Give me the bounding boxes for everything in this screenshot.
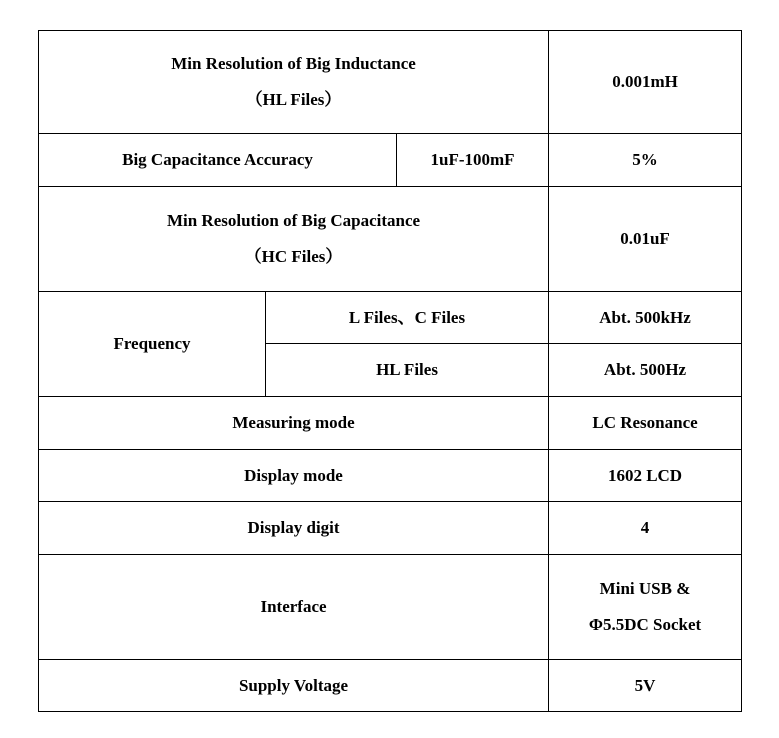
spec-label-line2: （HL Files） <box>245 90 342 109</box>
spec-range: 1uF-100mF <box>397 134 549 187</box>
table-row <box>39 187 742 292</box>
table-row <box>39 134 742 187</box>
table-row <box>39 502 742 555</box>
spec-value-line1: Mini USB & <box>599 579 691 598</box>
spec-value: 0.001mH <box>549 31 742 134</box>
spec-value: LC Resonance <box>549 397 742 450</box>
spec-label <box>39 187 549 292</box>
spec-label-line1: Min Resolution of Big Inductance <box>171 54 416 73</box>
spec-label-line1: Min Resolution of Big Capacitance <box>166 211 421 230</box>
table-row <box>39 450 742 502</box>
spec-label-line2: （HC Files） <box>244 247 343 266</box>
spec-label <box>39 31 549 134</box>
spec-subfiles: L Files、C Files <box>266 292 549 344</box>
table-row <box>39 397 742 450</box>
spec-label: Supply Voltage <box>39 660 549 712</box>
spec-label: Measuring mode <box>39 397 549 450</box>
table-row <box>39 292 742 344</box>
spec-label: Frequency <box>39 292 266 397</box>
spec-label: Interface <box>39 555 549 660</box>
spec-label: Big Capacitance Accuracy <box>39 134 397 187</box>
table-row <box>39 555 742 660</box>
spec-label: Display digit <box>39 502 549 555</box>
table-row <box>39 660 742 712</box>
spec-value: 1602 LCD <box>549 450 742 502</box>
spec-value: Abt. 500Hz <box>549 344 742 397</box>
spec-value-line2: Φ5.5DC Socket <box>588 615 702 634</box>
spec-value: 5V <box>549 660 742 712</box>
table-row <box>39 31 742 134</box>
spec-value: Abt. 500kHz <box>549 292 742 344</box>
spec-subfiles: HL Files <box>266 344 549 397</box>
spec-value: 0.01uF <box>549 187 742 292</box>
spec-value: 4 <box>549 502 742 555</box>
spec-label: Display mode <box>39 450 549 502</box>
spec-table <box>38 30 742 712</box>
spec-value <box>549 555 742 660</box>
spec-value: 5% <box>549 134 742 187</box>
